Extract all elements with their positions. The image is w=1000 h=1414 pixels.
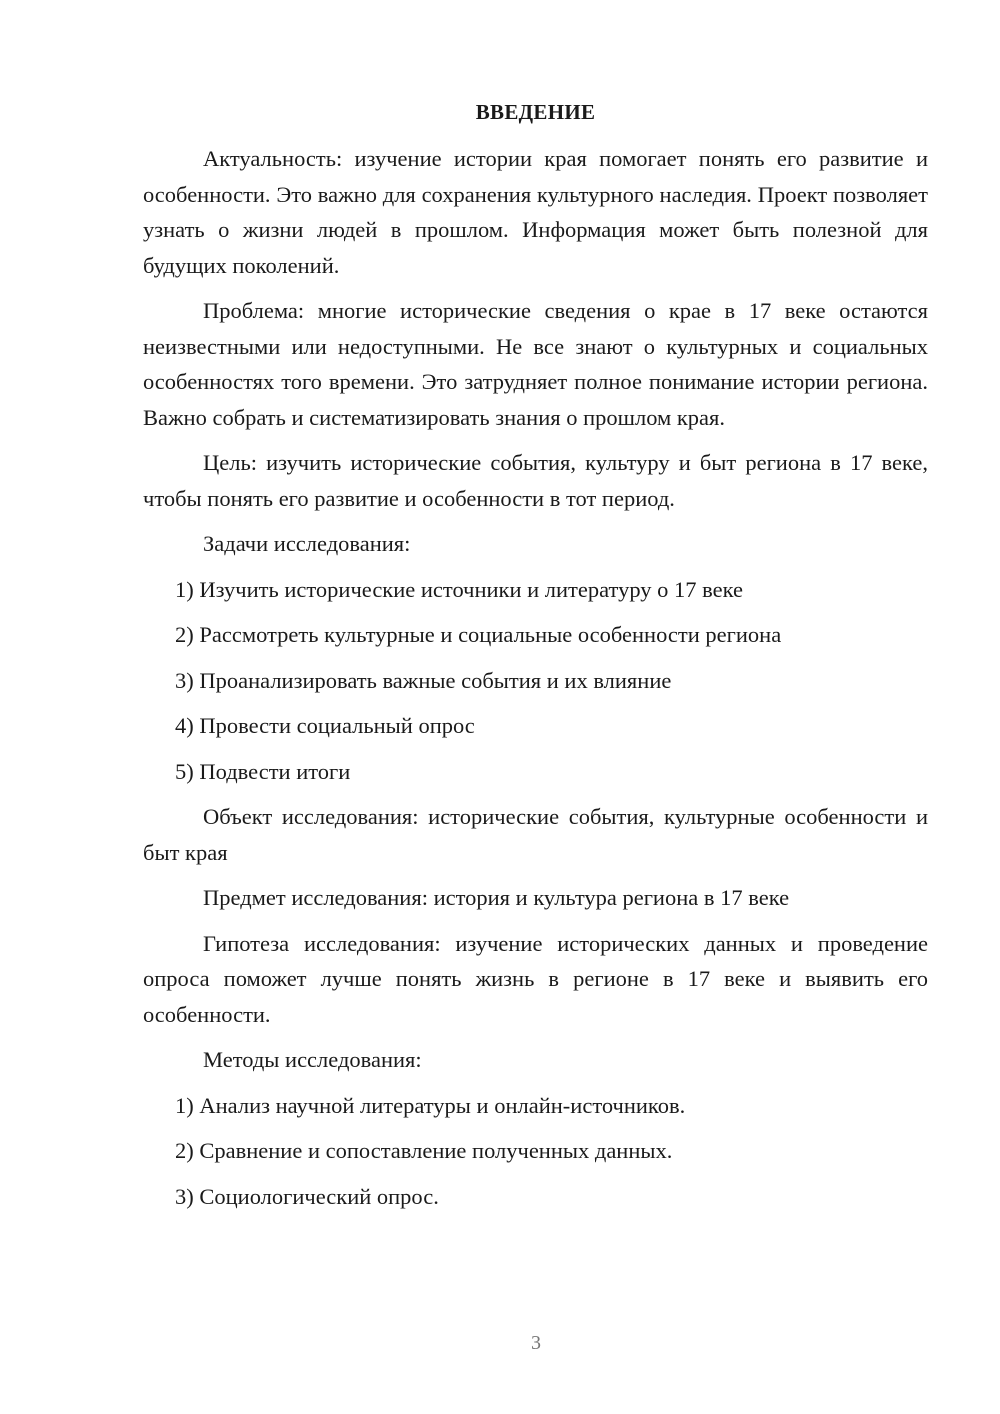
methods-heading: Методы исследования: [203,1047,422,1072]
list-item: 2) Сравнение и сопоставление полученных данных. [175,1138,673,1163]
goal-paragraph: Цель: изучить исторические события, культуру и быт региона в 17 веке, чтобы понять его развитие и особенности в тот период. [143,450,928,511]
problem-paragraph: Проблема: многие исторические сведения о крае в 17 веке остаются неизвестными или недоступными. Не все знают о культурных и социальных особенностях того времени. Это затрудняет полное понимание истории региона. Важно собрать и систематизировать знания о прошлом края. [143,298,928,430]
list-item: 3) Социологический опрос. [175,1183,439,1209]
list-item: 5) Подвести итоги [175,758,351,784]
document-page [143,95,928,1224]
page-title: ВВЕДЕНИЕ [475,100,596,124]
list-item: 3) Проанализировать важные события и их влияние [175,667,672,693]
list-item: 1) Анализ научной литературы и онлайн-источников. [175,1092,686,1118]
hypothesis-paragraph: Гипотеза исследования: изучение исторических данных и проведение опроса поможет лучше понять жизнь в регионе в 17 веке и выявить его особенности. [143,930,928,1027]
subject-paragraph: Предмет исследования: история и культура региона в 17 веке [203,885,790,910]
methods-list [143,1088,928,1215]
list-item: 1) Изучить исторические источники и литературу о 17 веке [175,576,743,602]
list-item: 4) Провести социальный опрос [175,713,475,738]
list-item: 2) Рассмотреть культурные и социальные особенности региона [175,622,782,647]
tasks-list [143,572,928,790]
tasks-heading: Задачи исследования: [203,531,411,556]
relevance-paragraph: Актуальность: изучение истории края помогает понять его развитие и особенности. Это важно для сохранения культурного наследия. Проект позволяет узнать о жизни людей в прошлом. Информация может быть полезной для будущих поколений. [143,146,928,278]
object-paragraph: Объект исследования: исторические события, культурные особенности и быт края [143,804,928,865]
page-number: 3 [531,1332,541,1354]
